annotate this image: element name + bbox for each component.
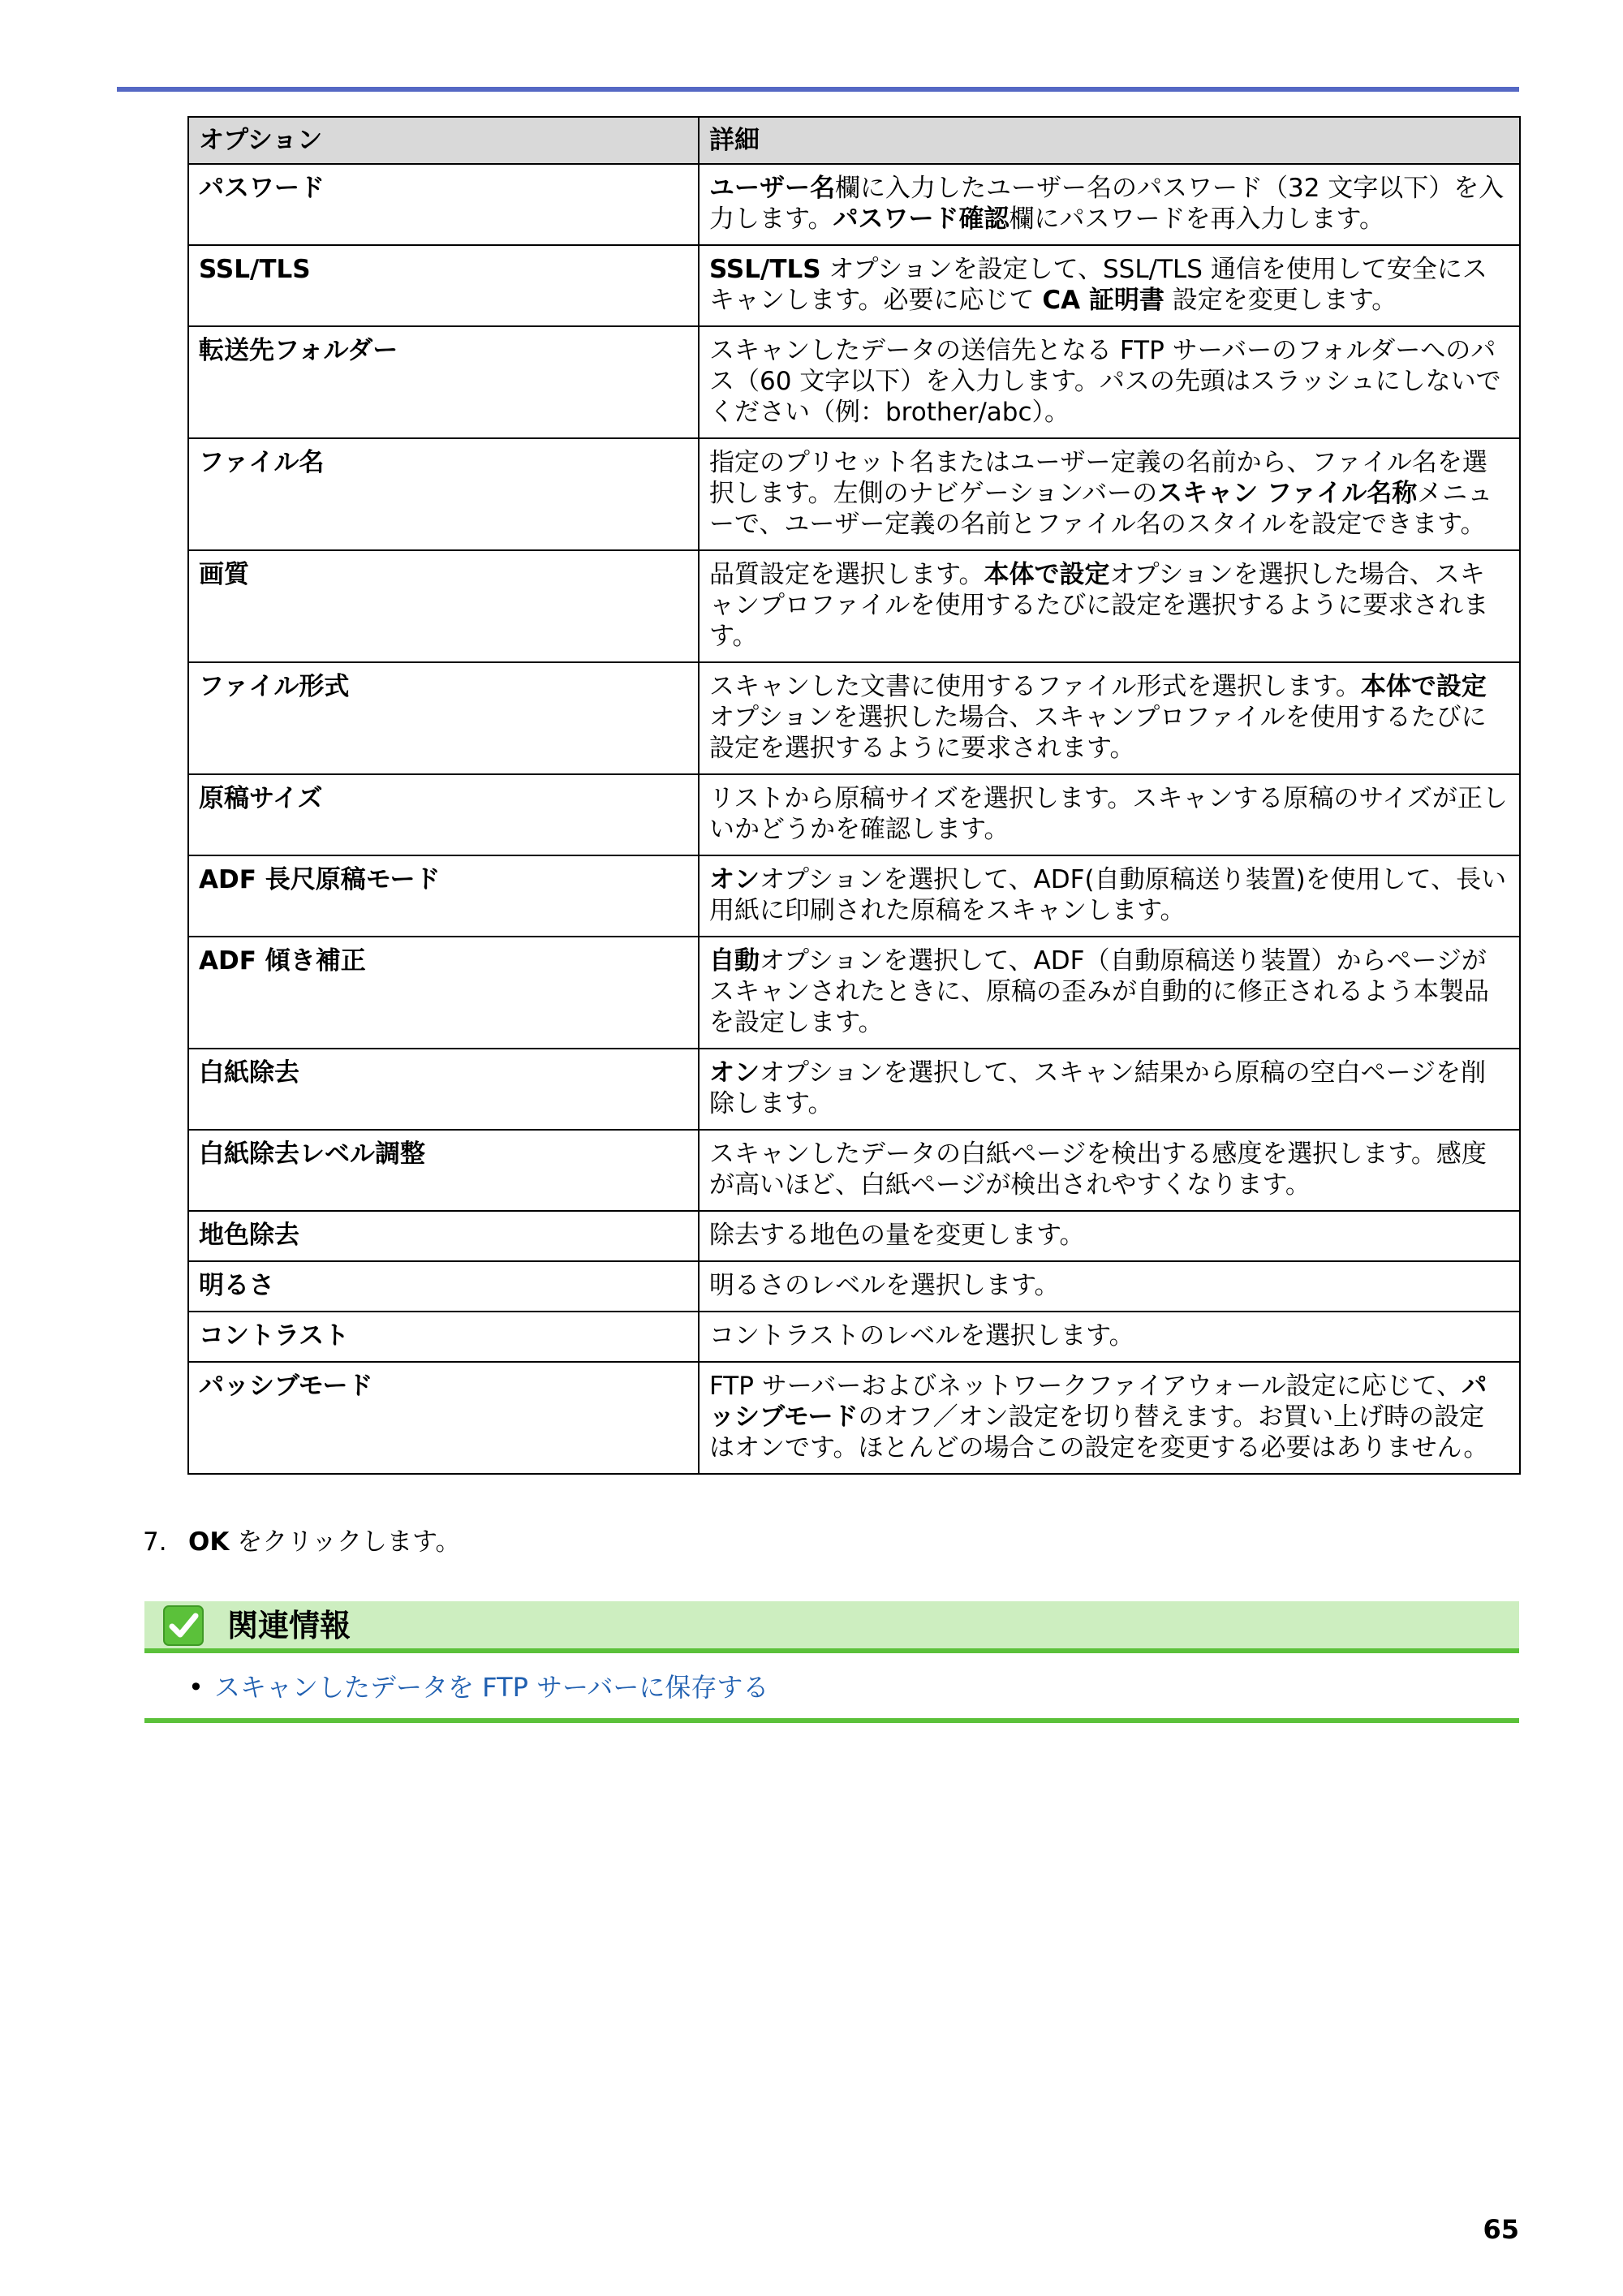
detail-emphasis: 本体で設定 <box>1360 672 1487 701</box>
table-row <box>188 1049 1520 1130</box>
option-detail <box>699 774 1520 855</box>
step-7 <box>143 1527 461 1557</box>
table-row <box>188 1130 1520 1211</box>
detail-emphasis: SSL/TLS <box>709 255 821 284</box>
option-detail <box>699 164 1520 245</box>
table-row <box>188 774 1520 855</box>
top-rule <box>117 87 1519 92</box>
table-body <box>188 164 1520 1474</box>
option-name: 画質 <box>188 550 699 662</box>
detail-text: オプションを選択した場合、スキャンプロファイルを使用するたびに設定を選択するように要求されます。 <box>709 703 1487 763</box>
table-row <box>188 326 1520 438</box>
option-detail <box>699 550 1520 662</box>
options-table <box>187 116 1521 1475</box>
option-name: 転送先フォルダー <box>188 326 699 438</box>
detail-text: メニューで、ユーザー定義の名前とファイル名のスタイルを設定できます。 <box>709 479 1493 539</box>
table-header-row <box>188 117 1520 164</box>
related-info-title: 関連情報 <box>227 1608 351 1643</box>
check-icon <box>162 1605 204 1647</box>
option-detail <box>699 662 1520 774</box>
detail-text: 設定を変更します。 <box>1164 286 1397 315</box>
step-text: をクリックします。 <box>229 1527 461 1557</box>
detail-text: オプションを選択して、ADF（自動原稿送り装置）からページがスキャンされたときに、原稿の歪みが自動的に修正されるよう本製品を設定します。 <box>709 946 1489 1037</box>
option-detail <box>699 1312 1520 1362</box>
detail-text: 欄にパスワードを再入力します。 <box>1009 205 1385 234</box>
option-detail <box>699 438 1520 550</box>
detail-text: オプションを選択して、ADF(自動原稿送り装置)を使用して、長い用紙に印刷された原稿をスキャンします。 <box>709 865 1507 925</box>
detail-emphasis: オン <box>709 1058 760 1088</box>
detail-emphasis: ユーザー名 <box>709 174 835 203</box>
detail-text: スキャンしたデータの白紙ページを検出する感度を選択します。感度が高いほど、白紙ページが検出されやすくなります。 <box>709 1139 1487 1200</box>
related-bottom-rule <box>144 1718 1519 1723</box>
option-name: 明るさ <box>188 1261 699 1312</box>
detail-emphasis: 本体で設定 <box>984 560 1110 589</box>
table-row <box>188 937 1520 1049</box>
option-detail <box>699 1261 1520 1312</box>
related-info-header <box>144 1601 1519 1653</box>
option-name: ADF 長尺原稿モード <box>188 855 699 937</box>
detail-text: リストから原稿サイズを選択します。スキャンする原稿のサイズが正しいかどうかを確認します。 <box>709 784 1508 844</box>
step-ok-label: OK <box>188 1527 230 1557</box>
table-row <box>188 438 1520 550</box>
table-row <box>188 550 1520 662</box>
detail-text: スキャンしたデータの送信先となる FTP サーバーのフォルダーへのパス（60 文字以下）を入力します。パスの先頭はスラッシュにしないでください（例：brother/abc）。 <box>709 336 1501 427</box>
table-row <box>188 1211 1520 1261</box>
option-name: パスワード <box>188 164 699 245</box>
detail-text: スキャンした文書に使用するファイル形式を選択します。 <box>709 672 1361 701</box>
option-name: 地色除去 <box>188 1211 699 1261</box>
detail-text: 欄に入力したユーザー名のパスワード（32 文字以下）を入力します。 <box>709 174 1505 234</box>
option-detail <box>699 855 1520 937</box>
option-detail <box>699 1130 1520 1211</box>
detail-text: オプションを設定して、SSL/TLS 通信を使用して安全にスキャンします。必要に応じて <box>709 255 1487 315</box>
detail-text: 指定のプリセット名またはユーザー定義の名前から、ファイル名を選択します。左側のナビゲーションバーの <box>709 448 1487 508</box>
option-name: コントラスト <box>188 1312 699 1362</box>
detail-text: オプションを選択して、スキャン結果から原稿の空白ページを削除します。 <box>709 1058 1486 1118</box>
option-name: 白紙除去 <box>188 1049 699 1130</box>
detail-emphasis: オン <box>709 865 760 894</box>
option-detail <box>699 937 1520 1049</box>
table-row <box>188 662 1520 774</box>
detail-text: コントラストのレベルを選択します。 <box>709 1321 1134 1350</box>
bullet: • <box>188 1672 204 1703</box>
option-detail <box>699 245 1520 326</box>
option-detail <box>699 1362 1520 1474</box>
option-name: パッシブモード <box>188 1362 699 1474</box>
detail-text: 除去する地色の量を変更します。 <box>709 1221 1085 1250</box>
table-row <box>188 855 1520 937</box>
table-row <box>188 1312 1520 1362</box>
detail-emphasis: 自動 <box>709 946 760 976</box>
option-name: 白紙除去レベル調整 <box>188 1130 699 1211</box>
table-row <box>188 164 1520 245</box>
detail-emphasis: スキャン ファイル名称 <box>1157 479 1418 508</box>
header-option: オプション <box>188 117 699 164</box>
detail-emphasis: CA 証明書 <box>1042 286 1165 315</box>
table-row <box>188 1362 1520 1474</box>
related-info-item <box>188 1671 768 1704</box>
header-detail: 詳細 <box>699 117 1520 164</box>
detail-text: 品質設定を選択します。 <box>709 560 984 589</box>
option-name: SSL/TLS <box>188 245 699 326</box>
page-number: 65 <box>1483 2214 1519 2245</box>
option-detail <box>699 1211 1520 1261</box>
option-detail <box>699 326 1520 438</box>
option-name: ファイル名 <box>188 438 699 550</box>
step-number: 7. <box>143 1527 167 1557</box>
option-name: 原稿サイズ <box>188 774 699 855</box>
related-link[interactable]: スキャンしたデータを FTP サーバーに保存する <box>214 1672 769 1703</box>
detail-text: オプションを選択した場合、スキャンプロファイルを使用するたびに設定を選択するように要求されます。 <box>709 560 1489 651</box>
detail-text: FTP サーバーおよびネットワークファイアウォール設定に応じて、 <box>709 1372 1462 1401</box>
option-name: ファイル形式 <box>188 662 699 774</box>
detail-text: のオフ／オン設定を切り替えます。お買い上げ時の設定はオンです。ほとんどの場合この設定を変更する必要はありません。 <box>709 1402 1489 1462</box>
option-name: ADF 傾き補正 <box>188 937 699 1049</box>
option-detail <box>699 1049 1520 1130</box>
detail-text: 明るさのレベルを選択します。 <box>709 1271 1060 1300</box>
table-row <box>188 245 1520 326</box>
detail-emphasis: パッシブモード <box>709 1372 1487 1432</box>
table-row <box>188 1261 1520 1312</box>
detail-emphasis: パスワード確認 <box>833 205 1010 234</box>
